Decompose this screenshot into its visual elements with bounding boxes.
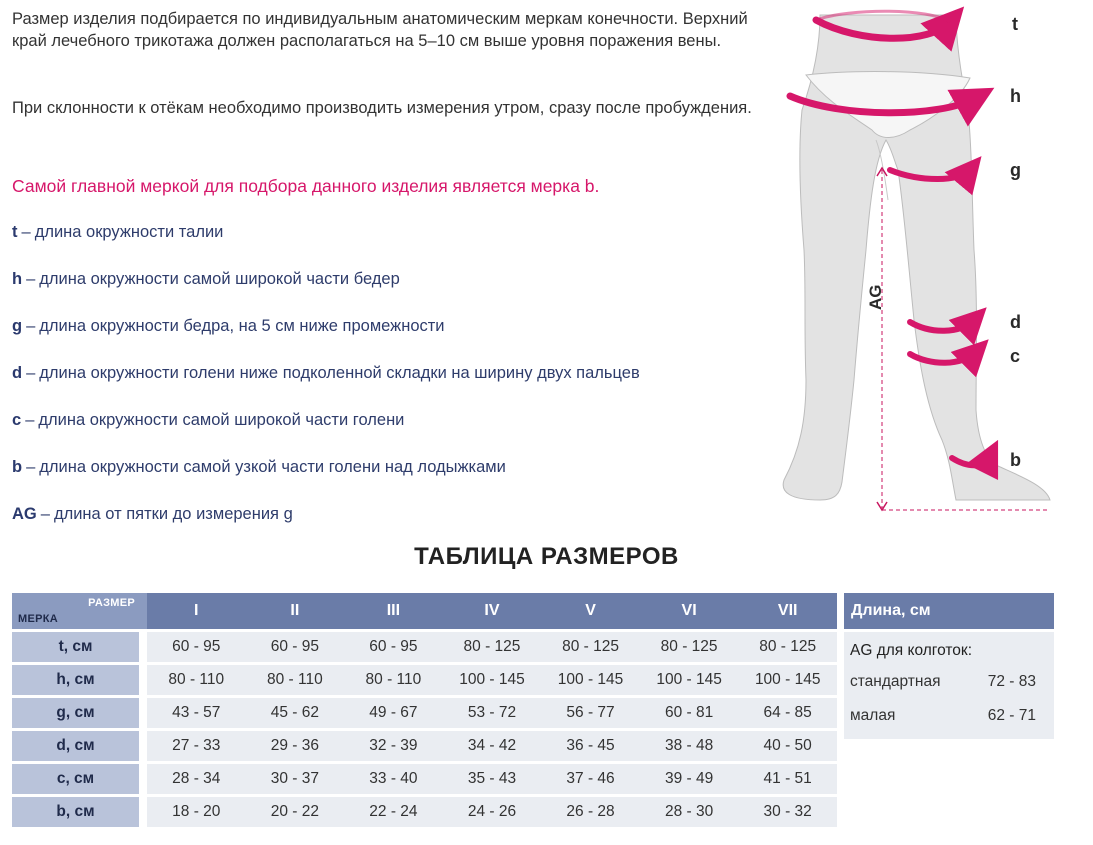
- table-cell: 40 - 50: [738, 731, 837, 761]
- table-cell: 100 - 145: [640, 665, 739, 695]
- ag-tights-label: AG для колготок:: [850, 642, 972, 659]
- row-label: t, см: [12, 632, 147, 662]
- corner-size-label: РАЗМЕР: [88, 597, 135, 609]
- definition-item: c – длина окружности самой широкой части голени: [12, 411, 405, 429]
- definition-text: длина окружности самой широкой части бедер: [39, 270, 400, 288]
- size-header: IV: [443, 593, 542, 629]
- definition-item: b – длина окружности самой узкой части голени над лодыжками: [12, 458, 506, 476]
- definition-key: t: [12, 223, 18, 241]
- definition-item: g – длина окружности бедра, на 5 см ниже промежности: [12, 317, 445, 335]
- table-cell: 36 - 45: [541, 731, 640, 761]
- definition-key: h: [12, 270, 23, 288]
- table-row: [12, 632, 837, 662]
- diagram-label-c: c: [1010, 346, 1021, 366]
- definition-key: AG: [12, 505, 37, 523]
- table-corner: [12, 593, 147, 629]
- definition-text: длина окружности талии: [34, 223, 224, 241]
- table-cell: 45 - 62: [246, 698, 345, 728]
- table-cell: 60 - 81: [640, 698, 739, 728]
- leg-measurement-diagram: [780, 0, 1093, 525]
- length-row: [850, 699, 1048, 733]
- size-header: III: [344, 593, 443, 629]
- corner-measure-label: МЕРКА: [18, 613, 58, 625]
- definition-item: t – длина окружности талии: [12, 223, 224, 241]
- size-table-title: ТАБЛИЦА РАЗМЕРОВ: [414, 543, 679, 570]
- size-table: [12, 590, 837, 830]
- definition-text: длина окружности голени ниже подколенной складки на ширину двух пальцев: [39, 364, 640, 382]
- length-box: [844, 590, 1054, 739]
- table-cell: 22 - 24: [344, 797, 443, 827]
- table-cell: 80 - 125: [640, 632, 739, 662]
- table-cell: 100 - 145: [541, 665, 640, 695]
- diagram-label-d: d: [1010, 312, 1021, 332]
- size-header: II: [246, 593, 345, 629]
- key-measure-note: Самой главной меркой для подбора данного изделия является мерка b.: [12, 176, 600, 196]
- table-cell: 24 - 26: [443, 797, 542, 827]
- table-cell: 37 - 46: [541, 764, 640, 794]
- size-header: V: [541, 593, 640, 629]
- length-value: 62 - 71: [987, 707, 1036, 724]
- row-label: c, см: [12, 764, 147, 794]
- definition-item: h – длина окружности самой широкой части бедер: [12, 270, 400, 288]
- definition-key: c: [12, 411, 22, 429]
- table-cell: 56 - 77: [541, 698, 640, 728]
- definition-text: длина окружности самой широкой части голени: [38, 411, 405, 429]
- table-cell: 39 - 49: [640, 764, 739, 794]
- table-cell: 80 - 125: [738, 632, 837, 662]
- length-name: малая: [850, 707, 896, 724]
- definition-key: g: [12, 317, 23, 335]
- table-cell: 43 - 57: [147, 698, 246, 728]
- length-name: стандартная: [850, 673, 941, 690]
- table-cell: 80 - 110: [147, 665, 246, 695]
- table-cell: 60 - 95: [246, 632, 345, 662]
- table-cell: 80 - 125: [443, 632, 542, 662]
- table-row: [12, 797, 837, 827]
- table-cell: 35 - 43: [443, 764, 542, 794]
- row-label: d, см: [12, 731, 147, 761]
- size-header: VII: [738, 593, 837, 629]
- table-cell: 38 - 48: [640, 731, 739, 761]
- size-header-row: [12, 593, 837, 629]
- table-cell: 29 - 36: [246, 731, 345, 761]
- diagram-label-t: t: [1012, 14, 1018, 34]
- table-cell: 34 - 42: [443, 731, 542, 761]
- table-cell: 64 - 85: [738, 698, 837, 728]
- table-cell: 41 - 51: [738, 764, 837, 794]
- definition-key: d: [12, 364, 23, 382]
- length-body: [844, 632, 1054, 739]
- definition-key: b: [12, 458, 23, 476]
- definition-text: длина окружности бедра, на 5 см ниже промежности: [39, 317, 445, 335]
- row-label: b, см: [12, 797, 147, 827]
- row-label: g, см: [12, 698, 147, 728]
- table-cell: 100 - 145: [738, 665, 837, 695]
- table-cell: 28 - 34: [147, 764, 246, 794]
- table-row: [12, 698, 837, 728]
- table-cell: 60 - 95: [147, 632, 246, 662]
- table-cell: 30 - 32: [738, 797, 837, 827]
- definition-item: d – длина окружности голени ниже подколенной складки на ширину двух пальцев: [12, 364, 640, 382]
- table-cell: 28 - 30: [640, 797, 739, 827]
- table-cell: 30 - 37: [246, 764, 345, 794]
- table-cell: 27 - 33: [147, 731, 246, 761]
- diagram-label-h: h: [1010, 86, 1021, 106]
- table-cell: 80 - 110: [246, 665, 345, 695]
- table-cell: 20 - 22: [246, 797, 345, 827]
- table-cell: 18 - 20: [147, 797, 246, 827]
- definition-text: длина окружности самой узкой части голени над лодыжками: [39, 458, 506, 476]
- table-cell: 60 - 95: [344, 632, 443, 662]
- table-row: [12, 665, 837, 695]
- length-row: [850, 665, 1048, 699]
- table-cell: 80 - 110: [344, 665, 443, 695]
- table-cell: 80 - 125: [541, 632, 640, 662]
- table-cell: 33 - 40: [344, 764, 443, 794]
- length-header: Длина, см: [844, 593, 1054, 629]
- size-header: I: [147, 593, 246, 629]
- intro-paragraph-1: Размер изделия подбирается по индивидуальным анатомическим меркам конечности. Верхний край лечебного трикотажа должен располагаться на 5–10 см выше уровня поражения вены.: [12, 10, 748, 50]
- table-cell: 32 - 39: [344, 731, 443, 761]
- intro-paragraph-2: При склонности к отёкам необходимо производить измерения утром, сразу после пробуждения.: [12, 99, 752, 117]
- diagram-label-g: g: [1010, 160, 1021, 180]
- table-cell: 53 - 72: [443, 698, 542, 728]
- table-row: [12, 764, 837, 794]
- definition-item: AG – длина от пятки до измерения g: [12, 505, 293, 523]
- table-row: [12, 731, 837, 761]
- definition-text: длина от пятки до измерения g: [53, 505, 293, 523]
- size-header: VI: [640, 593, 739, 629]
- length-value: 72 - 83: [987, 673, 1036, 690]
- diagram-label-ag: AG: [866, 284, 885, 310]
- table-cell: 26 - 28: [541, 797, 640, 827]
- table-cell: 100 - 145: [443, 665, 542, 695]
- measure-definitions: [12, 223, 782, 552]
- diagram-label-b: b: [1010, 450, 1021, 470]
- table-cell: 49 - 67: [344, 698, 443, 728]
- legs-illustration: [780, 0, 1093, 525]
- row-label: h, см: [12, 665, 147, 695]
